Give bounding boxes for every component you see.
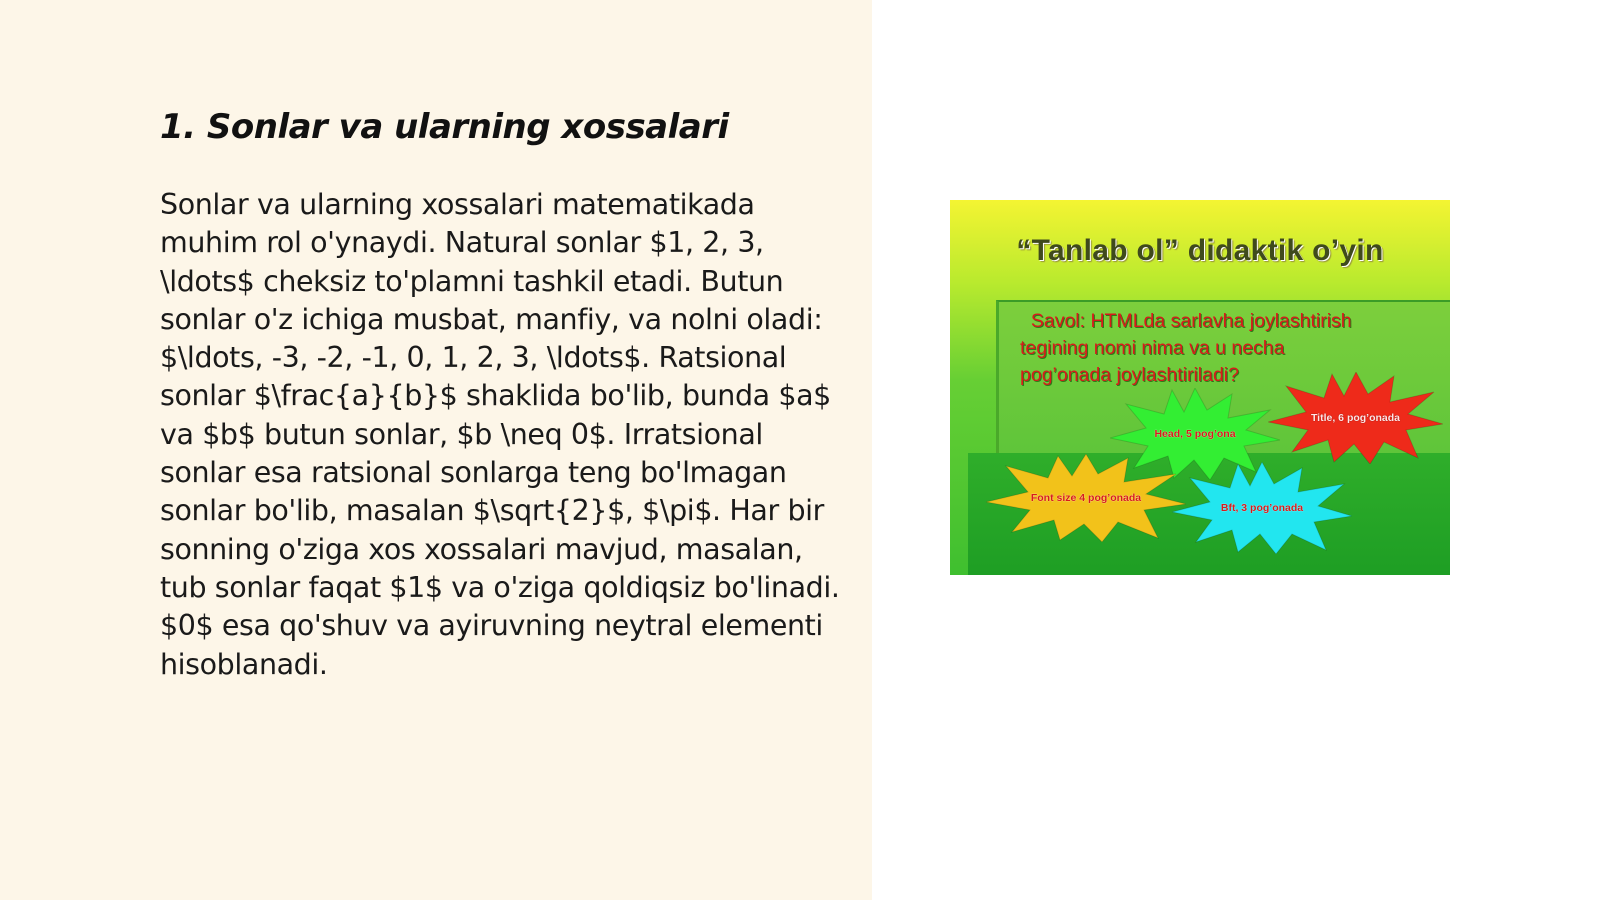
- answer-star-title: [1268, 372, 1443, 464]
- answer-star-label: Head, 5 pog’ona: [1154, 428, 1236, 440]
- answer-star-bft: [1172, 462, 1352, 554]
- answer-star-font-size: [986, 454, 1186, 542]
- answer-star-label: Font size 4 pog’onada: [1030, 492, 1142, 504]
- game-title: “Tanlab ol” didaktik o’yin: [1016, 234, 1384, 267]
- slide-title: 1. Sonlar va ularning xossalari: [160, 107, 729, 147]
- answer-star-label: Bft, 3 pog’onada: [1220, 502, 1304, 514]
- slide-body-text: Sonlar va ularning xossalari matematikada muhim rol o'ynaydi. Natural sonlar $1, 2, 3, \ldots$ cheksiz to'plamni tashkil etadi. Butun sonlar o'z ichiga musbat, manfiy, va nolni oladi: $\ldots, -3, -2, -1, 0, 1, 2, 3, \ldots$. Ratsional sonlar $\frac{a}{b}$ shaklida bo'lib, bunda $a$ va $b$ butun sonlar, $b \neq 0$. Irratsional sonlar esa ratsional sonlarga teng bo'lmagan sonlar bo'lib, masalan $\sqrt{2}$, $\pi$. Har bir sonning o'ziga xos xossalari mavjud, masalan, tub sonlar faqat $1$ va o'ziga qoldiqsiz bo'linadi. $0$ esa qo'shuv va ayiruvning neytral elementi hisoblanadi.: [160, 188, 857, 681]
- game-question: Savol: HTMLda sarlavha joylashtirish tegining nomi nima va u necha pog’onada joylashtiriladi?: [1020, 310, 1352, 386]
- didactic-game-image: [950, 200, 1450, 575]
- answer-star-label: Title, 6 pog’onada: [1310, 412, 1401, 424]
